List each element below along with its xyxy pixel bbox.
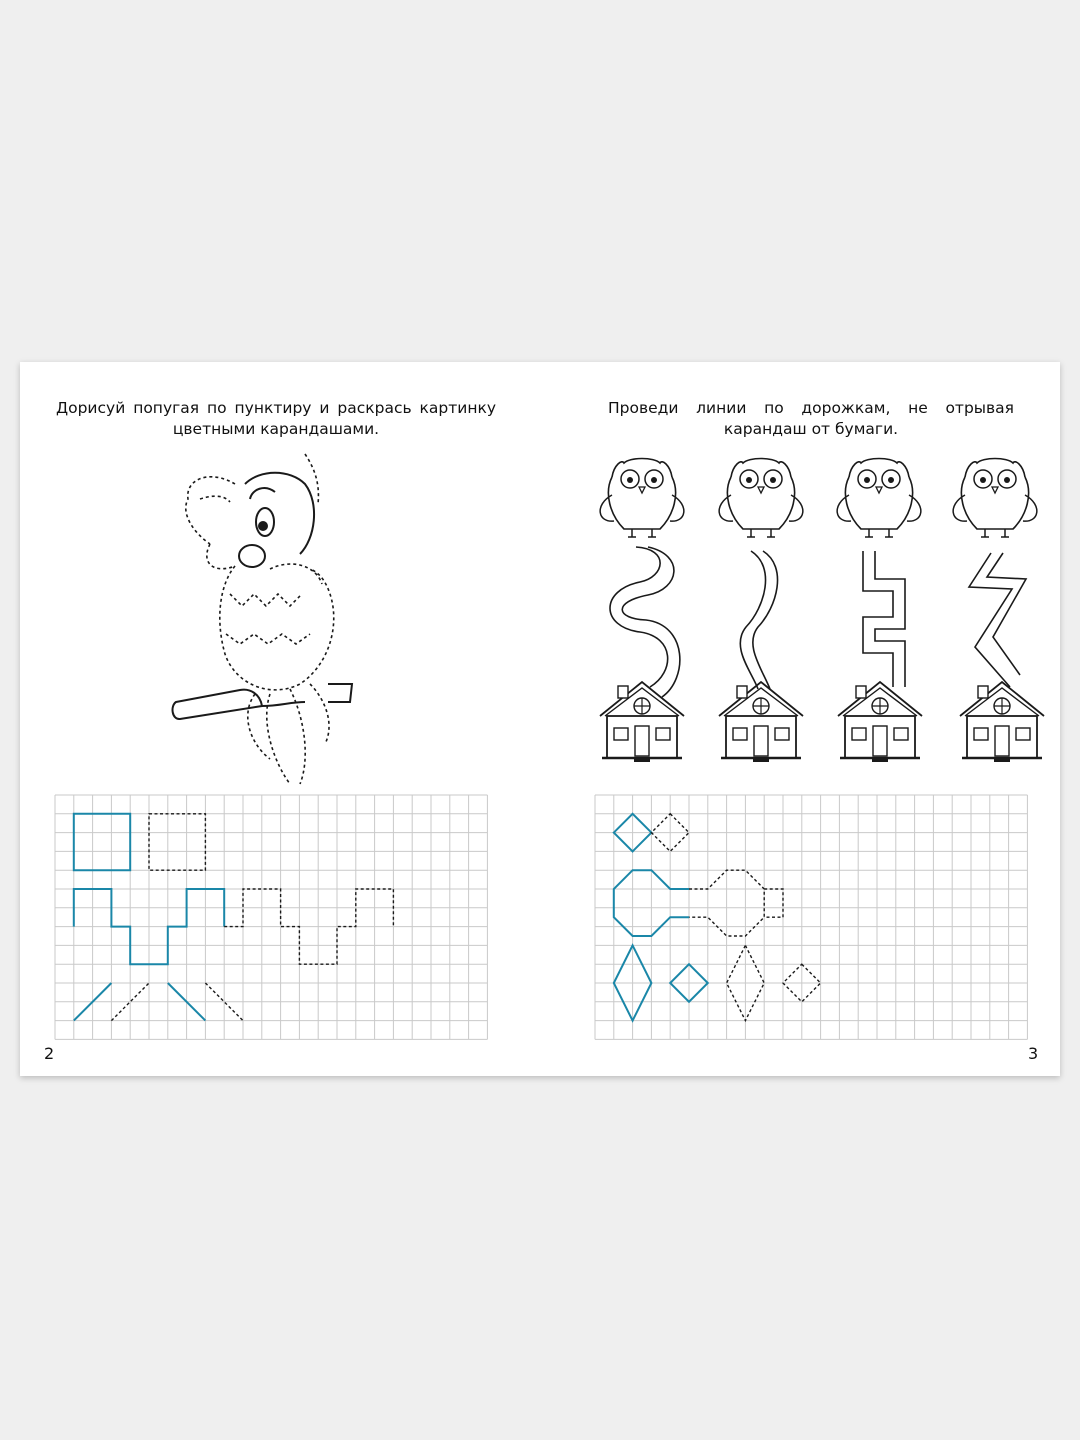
page-number-left: 2 [44,1044,55,1063]
house-2-icon [719,682,803,762]
house-4-icon [960,682,1044,762]
book-spread [20,362,1060,1076]
owl-3-icon [837,459,921,538]
owls-paths-houses [580,457,1040,767]
left-instruction: Дорисуй попугая по пунктиру и раскрась картинку цветными карандашами. [56,399,496,438]
dashed-keyhole-stem [764,889,783,917]
dashed-square [149,814,205,870]
right-instruction: Проведи линии по дорожкам, не отрывая карандаш от бумаги. [608,399,1014,438]
grid-lines [595,795,1027,1039]
house-1-icon [600,682,684,762]
house-3-icon [838,682,922,762]
owl-4-icon [953,459,1037,538]
grid-lines [55,795,487,1039]
page-number-right: 3 [1028,1044,1039,1063]
owl-1-icon [600,459,684,538]
right-trace-grid [595,795,1027,1041]
left-trace-grid [55,795,487,1041]
parrot-illustration [140,444,380,789]
solid-square [74,814,130,870]
owl-2-icon [719,459,803,538]
